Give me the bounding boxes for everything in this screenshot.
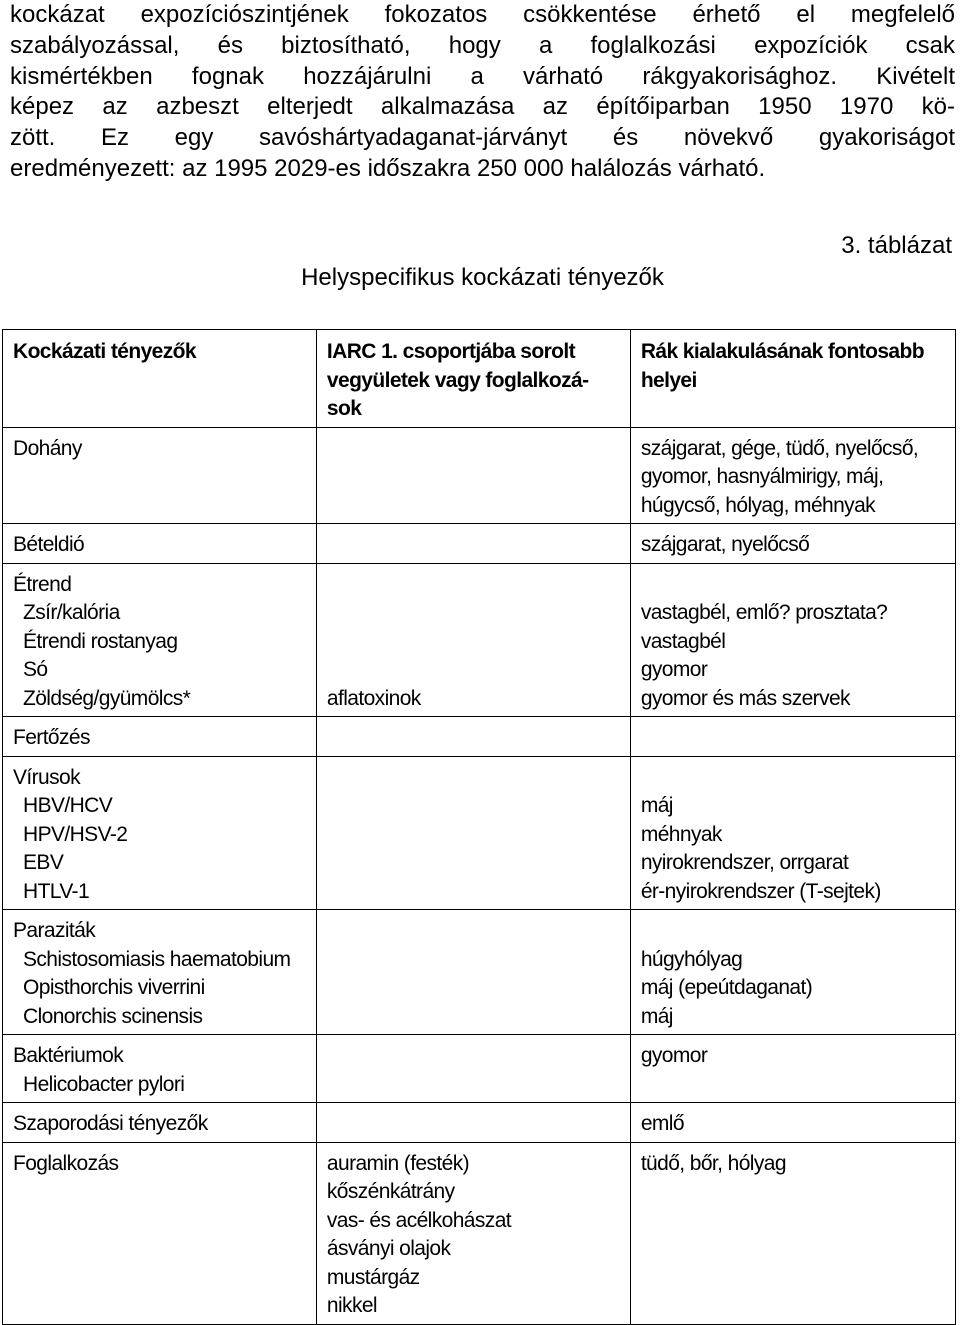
cancer-site-item: szájgarat, nyelőcső [640,533,810,556]
cancer-site-item: húgycső, hólyag, méhnyak [640,493,876,517]
risk-factor-subitem: Helicobacter pylori [23,1072,185,1096]
risk-factor-cell [3,717,317,757]
cancer-site-item: méhnyak [640,822,722,846]
header-risk-factors: Kockázati tényezők [3,330,317,428]
table-row [3,1103,956,1143]
header-iarc-line: IARC 1. csoportjába sorolt [326,340,576,363]
iarc-cell [316,756,630,910]
header-iarc-line: sok [326,397,362,420]
risk-factor-subitem: Zöldség/gyümölcs* [23,686,191,710]
cancer-site-cell [630,756,955,910]
iarc-cell [316,427,630,524]
header-sites-line: helyei [640,368,697,392]
header-cancer-sites [630,330,955,428]
risk-factor-name: Szaporodási tényezők [13,1112,208,1135]
cancer-site-cell [630,563,955,717]
intro-line: szabályozással, és biztosítható, hogy a foglalkozási expozíciók csak [10,31,955,59]
risk-factor-cell [3,1035,317,1103]
table-header-row [3,330,956,428]
table-row [3,756,956,910]
risk-factor-subitem: HTLV-1 [23,879,90,903]
iarc-cell [316,1142,630,1324]
intro-line: kismértékben fognak hozzájárulni a várható rákgyakorisághoz. Kivételt [10,62,955,90]
cancer-site-item: gyomor [640,1044,708,1067]
table-row [3,717,956,757]
risk-factor-cell [3,756,317,910]
risk-factor-name: Étrend [13,572,72,596]
table-row [3,524,956,564]
intro-line: képez az azbeszt elterjedt alkalmazása az építőiparban 1950 1970 kö- [10,93,955,121]
risk-factor-table [2,329,956,1325]
iarc-cell [316,1035,630,1103]
risk-factor-name: Bételdió [13,533,85,556]
risk-factor-cell [3,524,317,564]
risk-factor-subitem: Zsír/kalória [23,601,120,624]
iarc-item: auramin (festék) [326,1151,470,1175]
risk-factor-subitem: Étrendi rostanyag [23,629,178,653]
iarc-item [327,599,630,628]
cancer-site-item: tüdő, bőr, hólyag [640,1151,786,1175]
cancer-site-cell [630,1035,955,1103]
header-sites-line: Rák kialakulásának fontosabb [640,340,924,363]
iarc-cell [316,563,630,717]
cancer-site-item: máj (epeútdaganat) [640,976,813,999]
cancer-site-item: máj [640,1004,673,1028]
cancer-site-item: emlő [640,1112,684,1135]
iarc-item: ásványi olajok [326,1237,451,1260]
iarc-item: vas- és acélkohászat [326,1208,512,1232]
iarc-cell [316,717,630,757]
cancer-site-cell [630,427,955,524]
intro-paragraph [10,0,955,185]
risk-factor-subitem: Clonorchis scinensis [23,1004,203,1028]
risk-factor-cell [3,1103,317,1143]
iarc-cell [316,524,630,564]
cancer-site-item: nyirokrendszer, orrgarat [640,851,849,874]
iarc-item: kőszénkátrány [326,1180,455,1203]
header-iarc-compounds [316,330,630,428]
cancer-site-item: vastagbél, emlő? prosztata? [640,601,888,624]
risk-factor-name: Foglalkozás [13,1151,119,1175]
table-number: 3. táblázat [841,232,952,259]
risk-factor-subitem: Schistosomiasis haematobium [23,947,291,971]
intro-line: zött. Ez egy savóshártyadaganat-járványt és növekvő gyakoriságot [10,124,955,152]
cancer-site-item: gyomor, hasnyálmirigy, máj, [640,465,884,488]
cancer-site-cell [630,910,955,1035]
risk-factor-name: Paraziták [13,919,96,942]
risk-factor-cell [3,910,317,1035]
risk-factor-subitem: Só [23,658,48,681]
cancer-site-item: szájgarat, gége, tüdő, nyelőcső, [640,436,919,460]
iarc-item [327,656,630,685]
intro-line: eredményezett: az 1995 2029-es időszakra 250 000 halálozás várható. [10,154,766,182]
cancer-site-item: vastagbél [640,629,726,653]
iarc-item: mustárgáz [326,1265,420,1289]
risk-factor-subitem: Opisthorchis viverrini [23,976,205,999]
risk-factor-name: Dohány [13,436,82,460]
cancer-site-item [641,571,955,600]
cancer-site-item: gyomor és más szervek [640,686,850,710]
table-row [3,910,956,1035]
risk-factor-cell [3,427,317,524]
risk-factor-name: Fertőzés [13,726,90,749]
table-row [3,1035,956,1103]
cancer-site-item: máj [640,794,673,817]
cancer-site-cell [630,1142,955,1324]
iarc-cell [316,910,630,1035]
table-row [3,427,956,524]
cancer-site-cell [630,524,955,564]
iarc-item: aflatoxinok [326,686,421,710]
risk-factor-cell [3,563,317,717]
cancer-site-item [641,764,955,793]
cancer-site-item: húgyhólyag [640,947,743,971]
cancer-site-item [641,917,955,946]
risk-factor-cell [3,1142,317,1324]
iarc-item: nikkel [326,1294,377,1317]
table-row [3,563,956,717]
risk-factor-subitem: HPV/HSV-2 [23,822,128,846]
header-iarc-line: vegyületek vagy foglalkozá- [326,368,589,392]
cancer-site-cell [630,1103,955,1143]
risk-factor-name: Vírusok [13,765,80,789]
intro-line: kockázat expozíciószintjének fokozatos csökkentése érhető el megfelelő [10,1,955,28]
cancer-site-item: gyomor [640,658,708,681]
risk-factor-subitem: HBV/HCV [23,794,113,817]
risk-factor-subitem: EBV [23,851,64,874]
cancer-site-item: ér-nyirokrendszer (T-sejtek) [640,879,881,903]
iarc-cell [316,1103,630,1143]
iarc-item [327,628,630,657]
risk-factor-name: Baktériumok [13,1044,124,1067]
iarc-item [327,571,630,600]
table-title: Helyspecifikus kockázati tényezők [301,264,664,291]
cancer-site-cell [630,717,955,757]
table-row [3,1142,956,1324]
